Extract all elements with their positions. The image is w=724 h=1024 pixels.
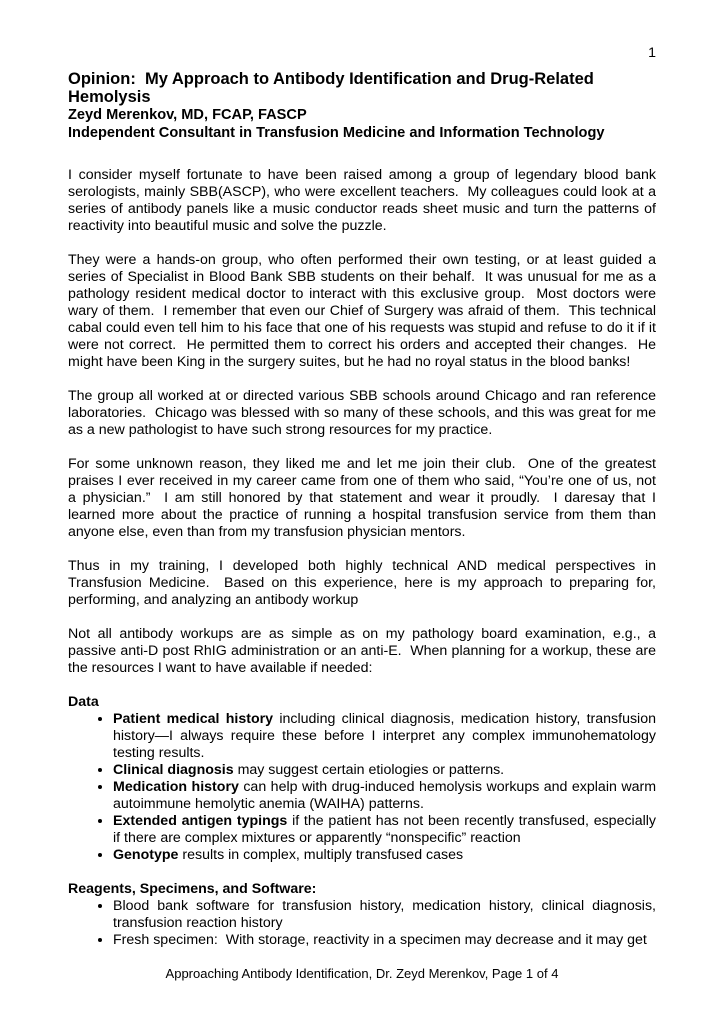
paragraph-intro: I consider myself fortunate to have been raised among a group of legendary blood bank serologists, mainly SBB(ASCP), who were excellent teachers. My colleagues could look at a series of antibody panels like a music conductor reads sheet music and turn the patterns of reactivity into beautiful music and solve the puzzle. [68, 167, 660, 234]
page-footer: Approaching Antibody Identification, Dr. Zeyd Merenkov, Page 1 of 4 [165, 966, 559, 981]
bullet-text: including clinical diagnosis, medication history, transfusion history—I always require these before I interpret any complex immunohematology testing results. [113, 711, 660, 761]
paragraph-join-their-club: For some unknown reason, they liked me and let me join their club. One of the greatest praises I ever received in my career came from one of them who said, “You’re one of us, not a physician.” I am still honored by that statement and wear it proudly. I daresay that I learned more about the practice of running a hospital transfusion service from them than anyone else, even than from my transfusion physician mentors. [68, 456, 660, 540]
bullet-genotype [113, 847, 656, 864]
bullet-extended-antigen-typings [113, 813, 660, 847]
paragraph-training-perspectives: Thus in my training, I developed both highly technical AND medical perspectives in Transfusion Medicine. Based on this experience, here is my approach to preparing for, performing, and analyzing an antibody workup [68, 558, 660, 608]
bullet-lead: Genotype [113, 847, 179, 863]
document-title: Opinion: My Approach to Antibody Identification and Drug-Related Hemolysis [68, 70, 599, 106]
author-title: Independent Consultant in Transfusion Medicine and Information Technology [68, 125, 605, 141]
bullet-lead: Clinical diagnosis [113, 762, 234, 778]
bullet-text: may suggest certain etiologies or patterns. [233, 762, 505, 778]
bullet-patient-medical-history [113, 711, 660, 762]
author-name: Zeyd Merenkov, MD, FCAP, FASCP [68, 107, 307, 123]
bullet-text: results in complex, multiply transfused cases [178, 847, 464, 863]
page-number: 1 [648, 45, 656, 61]
section-heading-reagents: Reagents, Specimens, and Software: [68, 881, 317, 897]
paragraph-hands-on-group: They were a hands-on group, who often performed their own testing, or at least guided a series of Specialist in Blood Bank SBB students on their behalf. It was unusual for me as a pathology resident medical doctor to interact with this exclusive group. Most doctors were wary of them. I remember that even our Chief of Surgery was afraid of them. This technical cabal could even tell him to his face that one of his requests was stupid and refuse to do it if it were not correct. He permitted them to correct his orders and accepted their changes. He might have been King in the surgery suites, but he had no royal status in the blood banks! [68, 252, 660, 370]
bullet-blood-bank-software [113, 898, 660, 932]
bullet-lead: Patient medical history [113, 711, 274, 727]
bullet-text: Blood bank software for transfusion history, medication history, clinical diagnosis, transfusion reaction history [113, 898, 660, 931]
bullet-text: can help with drug-induced hemolysis workups and explain warm autoimmune hemolytic anemia (WAIHA) patterns. [113, 779, 660, 812]
bullet-text: if the patient has not been recently transfused, especially if there are complex mixtures or apparently “nonspecific” reaction [113, 813, 660, 846]
bullet-lead: Medication history [113, 779, 239, 795]
data-bullet-list [68, 711, 660, 864]
bullet-lead: Extended antigen typings [113, 813, 288, 829]
bullet-fresh-specimen [113, 932, 656, 949]
section-heading-data: Data [68, 694, 99, 710]
paragraph-workup-resources: Not all antibody workups are as simple as on my pathology board examination, e.g., a passive anti-D post RhIG administration or an anti-E. When planning for a workup, these are the resources I want to have available if needed: [68, 626, 660, 676]
bullet-text: Fresh specimen: With storage, reactivity in a specimen may decrease and it may get [113, 932, 647, 948]
bullet-medication-history [113, 779, 660, 813]
bullet-clinical-diagnosis [113, 762, 656, 779]
paragraph-sbb-schools: The group all worked at or directed various SBB schools around Chicago and ran reference laboratories. Chicago was blessed with so many of these schools, and this was great for me as a new pathologist to have such strong resources for my practice. [68, 388, 660, 438]
reagents-bullet-list [68, 898, 660, 949]
